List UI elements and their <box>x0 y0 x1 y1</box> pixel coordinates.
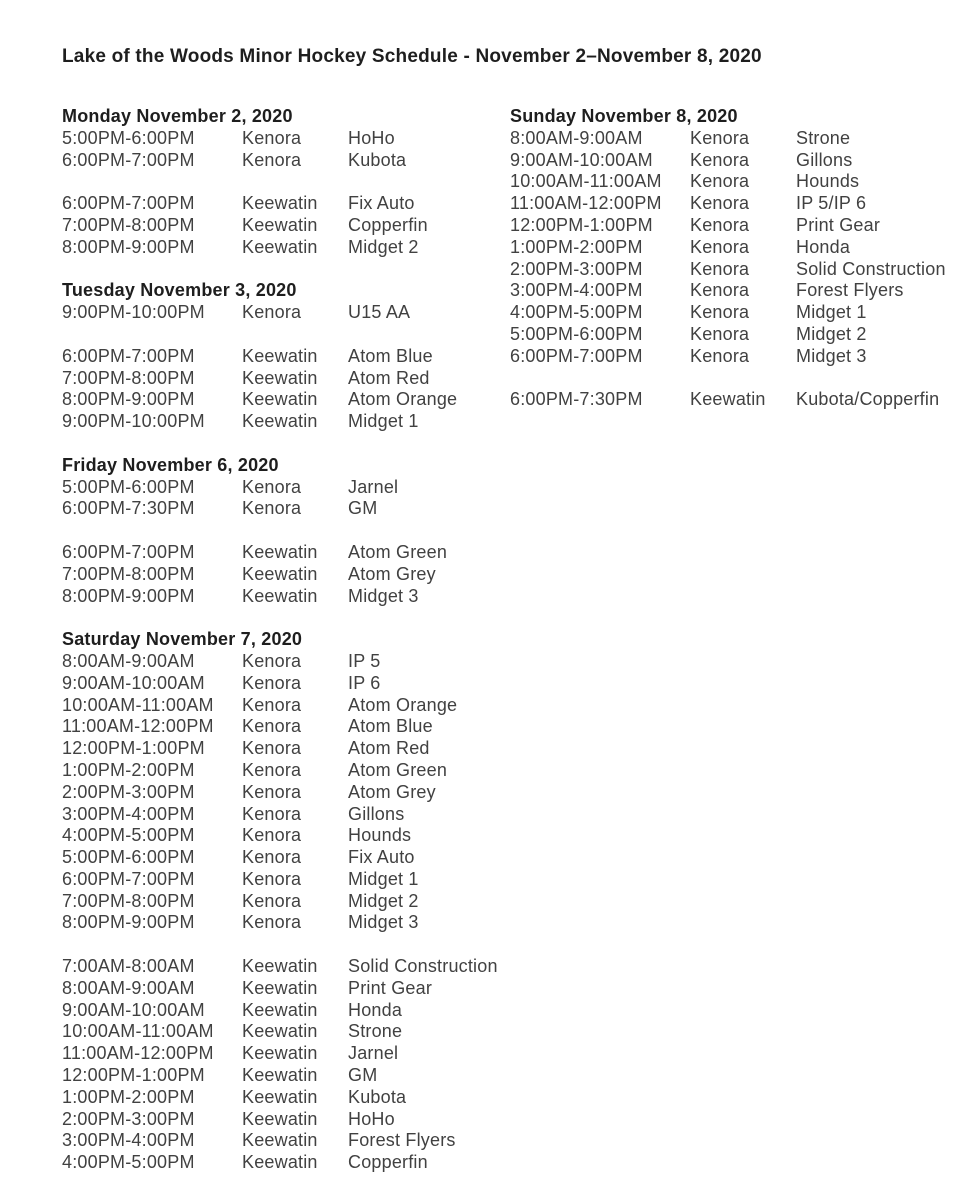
location-cell: Keewatin <box>242 563 318 584</box>
time-cell: 11:00AM-12:00PM <box>62 1043 214 1064</box>
location-cell: Kenora <box>690 236 750 257</box>
team-cell: Forest Flyers <box>348 1130 456 1151</box>
time-cell: 6:00PM-7:30PM <box>510 389 643 410</box>
team-cell: Forest Flyers <box>796 280 904 301</box>
time-cell: 12:00PM-1:00PM <box>62 1065 205 1086</box>
time-cell: 6:00PM-7:30PM <box>62 498 195 519</box>
schedule-row <box>510 324 971 346</box>
day-section <box>62 455 510 608</box>
schedule-row <box>62 302 510 324</box>
location-cell: Kenora <box>690 171 750 192</box>
location-cell: Keewatin <box>242 999 318 1020</box>
location-cell: Kenora <box>690 280 750 301</box>
time-cell: 4:00PM-5:00PM <box>62 825 195 846</box>
rink-group <box>62 302 510 324</box>
schedule-row <box>62 237 510 259</box>
location-cell: Keewatin <box>242 345 318 366</box>
schedule-row <box>62 498 510 520</box>
schedule-row <box>62 389 510 411</box>
team-cell: Atom Orange <box>348 389 458 410</box>
team-cell: Strone <box>348 1021 403 1042</box>
schedule-row <box>62 1087 510 1109</box>
time-cell: 7:00AM-8:00AM <box>62 956 195 977</box>
team-cell: Kubota <box>348 149 407 170</box>
time-cell: 6:00PM-7:00PM <box>62 193 195 214</box>
time-cell: 8:00PM-9:00PM <box>62 389 195 410</box>
schedule-row <box>62 695 510 717</box>
day-heading: Saturday November 7, 2020 <box>62 629 303 650</box>
location-cell: Kenora <box>242 890 302 911</box>
team-cell: Hounds <box>348 825 412 846</box>
location-cell: Keewatin <box>242 236 318 257</box>
team-cell: Copperfin <box>348 1152 428 1173</box>
team-cell: Midget 3 <box>348 585 419 606</box>
location-cell: Keewatin <box>242 977 318 998</box>
schedule-row <box>62 956 510 978</box>
time-cell: 8:00AM-9:00AM <box>510 127 643 148</box>
location-cell: Kenora <box>242 847 302 868</box>
team-cell: Copperfin <box>348 214 428 235</box>
time-cell: 10:00AM-11:00AM <box>510 171 662 192</box>
day-section <box>62 280 510 433</box>
time-cell: 3:00PM-4:00PM <box>62 1130 195 1151</box>
time-cell: 8:00AM-9:00AM <box>62 650 195 671</box>
location-cell: Keewatin <box>242 193 318 214</box>
schedule-row <box>510 237 971 259</box>
schedule-row <box>62 847 510 869</box>
team-cell: Print Gear <box>348 977 433 998</box>
schedule-row <box>62 891 510 913</box>
rink-group <box>62 651 510 934</box>
time-cell: 9:00AM-10:00AM <box>62 999 205 1020</box>
team-cell: GM <box>348 498 378 519</box>
team-cell: Atom Red <box>348 738 430 759</box>
schedule-row <box>510 259 971 281</box>
location-cell: Keewatin <box>242 541 318 562</box>
team-cell: Atom Blue <box>348 345 433 366</box>
team-cell: Atom Blue <box>348 716 433 737</box>
schedule-row <box>62 1000 510 1022</box>
location-cell: Kenora <box>242 803 302 824</box>
schedule-row <box>62 673 510 695</box>
location-cell: Kenora <box>242 694 302 715</box>
time-cell: 9:00AM-10:00AM <box>62 672 205 693</box>
time-cell: 6:00PM-7:00PM <box>62 345 195 366</box>
time-cell: 1:00PM-2:00PM <box>62 759 195 780</box>
team-cell: Midget 1 <box>348 411 419 432</box>
time-cell: 11:00AM-12:00PM <box>62 716 214 737</box>
team-cell: Atom Orange <box>348 694 458 715</box>
location-cell: Keewatin <box>242 1152 318 1173</box>
time-cell: 1:00PM-2:00PM <box>510 236 643 257</box>
team-cell: Atom Grey <box>348 781 436 802</box>
team-cell: Midget 2 <box>796 323 867 344</box>
schedule-row <box>62 1130 510 1152</box>
time-cell: 5:00PM-6:00PM <box>62 127 195 148</box>
location-cell: Kenora <box>242 912 302 933</box>
schedule-row <box>510 302 971 324</box>
team-cell: Kubota/Copperfin <box>796 389 940 410</box>
rink-group <box>62 346 510 433</box>
rink-group <box>62 193 510 258</box>
rink-group <box>62 128 510 172</box>
team-cell: Hounds <box>796 171 860 192</box>
schedule-row <box>62 738 510 760</box>
team-cell: Atom Red <box>348 367 430 388</box>
location-cell: Keewatin <box>242 1130 318 1151</box>
team-cell: Midget 3 <box>796 345 867 366</box>
day-heading: Monday November 2, 2020 <box>62 106 293 126</box>
location-cell: Kenora <box>690 193 750 214</box>
time-cell: 12:00PM-1:00PM <box>62 738 205 759</box>
schedule-row <box>62 912 510 934</box>
time-cell: 5:00PM-6:00PM <box>62 847 195 868</box>
rink-group <box>62 956 510 1174</box>
schedule-row <box>62 586 510 608</box>
location-cell: Kenora <box>242 781 302 802</box>
team-cell: IP 5/IP 6 <box>796 193 867 214</box>
team-cell: Atom Grey <box>348 563 436 584</box>
schedule-row <box>510 389 971 411</box>
day-section <box>62 629 510 1174</box>
schedule-row <box>62 215 510 237</box>
team-cell: Atom Green <box>348 759 448 780</box>
location-cell: Keewatin <box>242 214 318 235</box>
time-cell: 5:00PM-6:00PM <box>62 476 195 497</box>
rink-group <box>62 542 510 607</box>
team-cell: Jarnel <box>348 476 399 497</box>
schedule-column-right <box>510 106 971 411</box>
team-cell: IP 6 <box>348 672 381 693</box>
team-cell: HoHo <box>348 127 395 148</box>
team-cell: U15 AA <box>348 302 411 323</box>
schedule-row <box>62 477 510 499</box>
time-cell: 8:00PM-9:00PM <box>62 585 195 606</box>
location-cell: Kenora <box>242 498 302 519</box>
location-cell: Kenora <box>242 302 302 323</box>
schedule-row <box>62 150 510 172</box>
location-cell: Kenora <box>690 345 750 366</box>
time-cell: 8:00PM-9:00PM <box>62 912 195 933</box>
schedule-row <box>62 1152 510 1174</box>
schedule-row <box>62 782 510 804</box>
location-cell: Keewatin <box>242 367 318 388</box>
schedule-row <box>62 542 510 564</box>
time-cell: 7:00PM-8:00PM <box>62 214 195 235</box>
time-cell: 6:00PM-7:00PM <box>62 868 195 889</box>
team-cell: Fix Auto <box>348 847 415 868</box>
location-cell: Kenora <box>242 825 302 846</box>
time-cell: 11:00AM-12:00PM <box>510 193 662 214</box>
location-cell: Keewatin <box>242 956 318 977</box>
location-cell: Kenora <box>242 476 302 497</box>
time-cell: 4:00PM-5:00PM <box>62 1152 195 1173</box>
location-cell: Keewatin <box>242 389 318 410</box>
team-cell: Midget 3 <box>348 912 419 933</box>
schedule-row <box>62 1109 510 1131</box>
day-heading: Sunday November 8, 2020 <box>510 106 738 126</box>
location-cell: Kenora <box>690 214 750 235</box>
day-heading: Tuesday November 3, 2020 <box>62 280 297 301</box>
team-cell: Jarnel <box>348 1043 399 1064</box>
schedule-row <box>510 346 971 368</box>
schedule-row <box>62 1021 510 1043</box>
team-cell: Print Gear <box>796 214 881 235</box>
time-cell: 9:00AM-10:00AM <box>510 149 653 170</box>
team-cell: Midget 2 <box>348 890 419 911</box>
time-cell: 3:00PM-4:00PM <box>510 280 643 301</box>
team-cell: Gillons <box>796 149 853 170</box>
rink-group <box>510 389 971 411</box>
location-cell: Kenora <box>242 149 302 170</box>
time-cell: 3:00PM-4:00PM <box>62 803 195 824</box>
location-cell: Kenora <box>242 738 302 759</box>
time-cell: 8:00AM-9:00AM <box>62 977 195 998</box>
time-cell: 9:00PM-10:00PM <box>62 411 205 432</box>
schedule-row <box>62 564 510 586</box>
schedule-row <box>62 978 510 1000</box>
schedule-columns <box>62 106 971 1174</box>
schedule-row <box>62 346 510 368</box>
location-cell: Kenora <box>690 258 750 279</box>
location-cell: Kenora <box>242 650 302 671</box>
rink-group <box>62 477 510 521</box>
time-cell: 1:00PM-2:00PM <box>62 1086 195 1107</box>
location-cell: Kenora <box>690 302 750 323</box>
team-cell: Honda <box>796 236 851 257</box>
day-section <box>510 106 971 411</box>
schedule-row <box>510 280 971 302</box>
team-cell: Atom Green <box>348 541 448 562</box>
schedule-row <box>510 193 971 215</box>
location-cell: Keewatin <box>242 1086 318 1107</box>
team-cell: Kubota <box>348 1086 407 1107</box>
location-cell: Kenora <box>242 672 302 693</box>
team-cell: Solid Construction <box>796 258 946 279</box>
location-cell: Keewatin <box>242 1021 318 1042</box>
team-cell: Midget 1 <box>796 302 867 323</box>
team-cell: Honda <box>348 999 403 1020</box>
time-cell: 2:00PM-3:00PM <box>510 258 643 279</box>
schedule-row <box>510 215 971 237</box>
page-title: Lake of the Woods Minor Hockey Schedule - November 2–November 8, 2020 <box>62 46 762 67</box>
schedule-row <box>62 128 510 150</box>
schedule-row <box>62 804 510 826</box>
time-cell: 4:00PM-5:00PM <box>510 302 643 323</box>
schedule-row <box>62 368 510 390</box>
location-cell: Keewatin <box>242 1065 318 1086</box>
location-cell: Kenora <box>242 868 302 889</box>
team-cell: Midget 2 <box>348 236 419 257</box>
schedule-row <box>62 1043 510 1065</box>
schedule-row <box>510 150 971 172</box>
schedule-row <box>62 411 510 433</box>
team-cell: IP 5 <box>348 650 381 671</box>
team-cell: Solid Construction <box>348 956 498 977</box>
schedule-row <box>62 760 510 782</box>
time-cell: 10:00AM-11:00AM <box>62 694 214 715</box>
day-heading: Friday November 6, 2020 <box>62 454 279 475</box>
time-cell: 10:00AM-11:00AM <box>62 1021 214 1042</box>
location-cell: Kenora <box>690 149 750 170</box>
location-cell: Kenora <box>242 759 302 780</box>
time-cell: 5:00PM-6:00PM <box>510 323 643 344</box>
location-cell: Kenora <box>242 716 302 737</box>
time-cell: 7:00PM-8:00PM <box>62 563 195 584</box>
location-cell: Kenora <box>242 127 302 148</box>
schedule-row <box>62 716 510 738</box>
location-cell: Keewatin <box>242 411 318 432</box>
time-cell: 6:00PM-7:00PM <box>510 345 643 366</box>
schedule-row <box>62 651 510 673</box>
team-cell: Strone <box>796 127 851 148</box>
team-cell: Fix Auto <box>348 193 415 214</box>
team-cell: HoHo <box>348 1108 395 1129</box>
location-cell: Keewatin <box>242 585 318 606</box>
location-cell: Keewatin <box>242 1108 318 1129</box>
time-cell: 8:00PM-9:00PM <box>62 236 195 257</box>
time-cell: 7:00PM-8:00PM <box>62 367 195 388</box>
team-cell: Midget 1 <box>348 868 419 889</box>
time-cell: 12:00PM-1:00PM <box>510 214 653 235</box>
location-cell: Keewatin <box>242 1043 318 1064</box>
location-cell: Kenora <box>690 127 750 148</box>
rink-group <box>510 128 971 368</box>
schedule-row <box>62 825 510 847</box>
schedule-row <box>62 1065 510 1087</box>
time-cell: 6:00PM-7:00PM <box>62 541 195 562</box>
day-section <box>62 106 510 259</box>
schedule-row <box>62 869 510 891</box>
schedule-row <box>510 171 971 193</box>
team-cell: Gillons <box>348 803 405 824</box>
time-cell: 7:00PM-8:00PM <box>62 890 195 911</box>
schedule-row <box>62 193 510 215</box>
time-cell: 9:00PM-10:00PM <box>62 302 205 323</box>
time-cell: 2:00PM-3:00PM <box>62 1108 195 1129</box>
schedule-column-left <box>62 106 510 1174</box>
schedule-row <box>510 128 971 150</box>
time-cell: 6:00PM-7:00PM <box>62 149 195 170</box>
location-cell: Keewatin <box>690 389 766 410</box>
location-cell: Kenora <box>690 323 750 344</box>
time-cell: 2:00PM-3:00PM <box>62 781 195 802</box>
team-cell: GM <box>348 1065 378 1086</box>
